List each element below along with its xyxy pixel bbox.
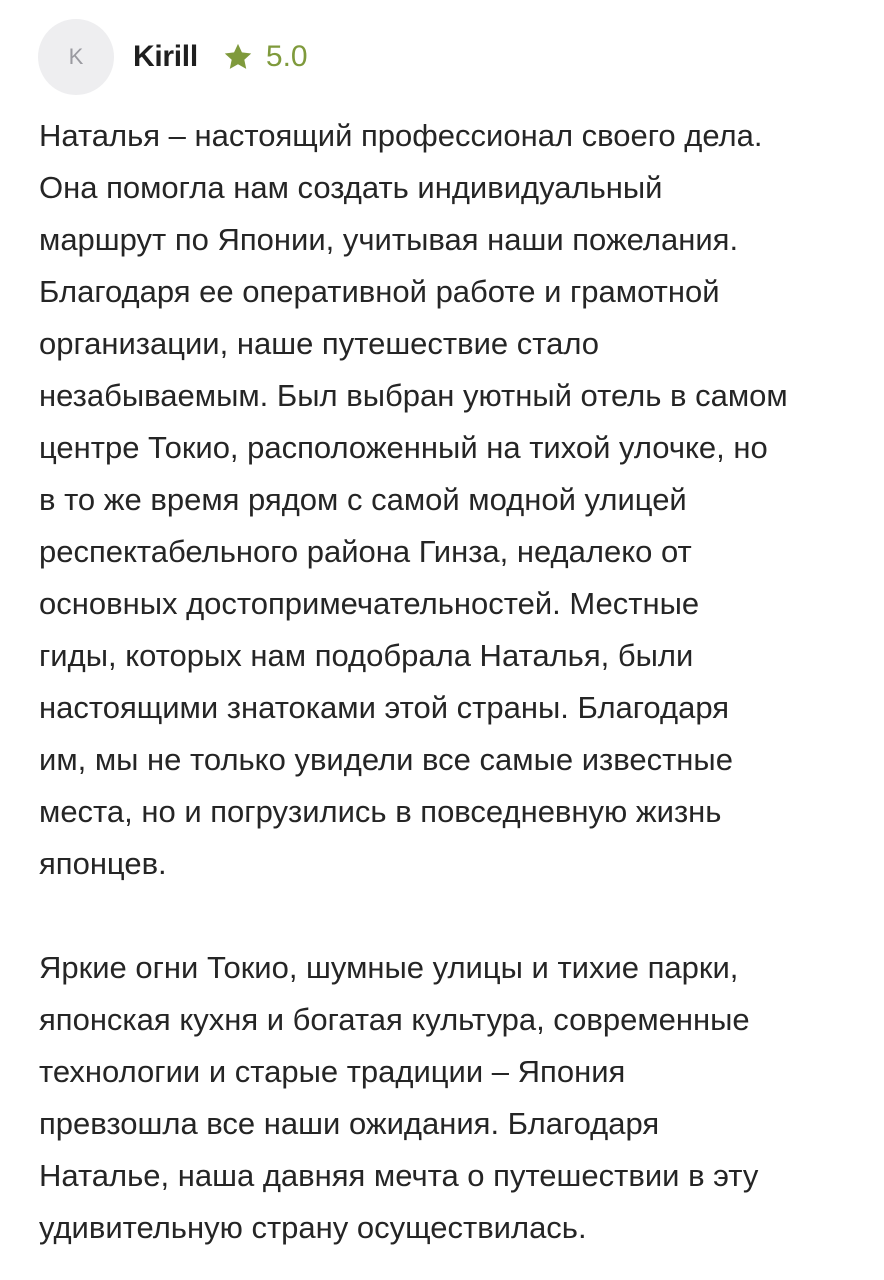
review-text-line: основных достопримечательностей. Местные (39, 586, 700, 621)
review-text-line: превзошла все наши ожидания. Благодаря (39, 1106, 660, 1141)
review-paragraph (39, 942, 874, 1254)
rating-value: 5.0 (265, 40, 308, 73)
review-text-line: гиды, которых нам подобрала Наталья, были (39, 638, 694, 673)
author-name[interactable]: Kirill (133, 40, 198, 73)
review-text-line: Яркие огни Токио, шумные улицы и тихие парки, (39, 950, 739, 985)
review-text-line: места, но и погрузились в повседневную жизнь (39, 794, 722, 829)
review-text-line: Благодаря ее оперативной работе и грамотной (39, 274, 720, 309)
review-text-line: японцев. (39, 846, 167, 881)
review-text-line: технологии и старые традиции – Япония (39, 1054, 626, 1089)
review-text-line: настоящими знатоками этой страны. Благодаря (39, 690, 729, 725)
review-text-line: Она помогла нам создать индивидуальный (39, 170, 663, 205)
review-text-line: маршрут по Японии, учитывая наши пожелания. (39, 222, 739, 257)
review-text (39, 110, 874, 1254)
review-text-line: им, мы не только увидели все самые известные (39, 742, 733, 777)
rating (222, 40, 308, 74)
review-text-line: незабываемым. Был выбран уютный отель в самом (39, 378, 788, 413)
review-text-line: удивительную страну осуществилась. (39, 1210, 587, 1245)
star-icon (222, 41, 254, 73)
review-text-line: Наталья – настоящий профессионал своего дела. (39, 118, 763, 153)
review-text-line: в то же время рядом с самой модной улицей (39, 482, 687, 517)
review-text-line: японская кухня и богатая культура, современные (39, 1002, 750, 1037)
review-text-line: Наталье, наша давняя мечта о путешествии в эту (39, 1158, 759, 1193)
review-text-line: центре Токио, расположенный на тихой улочке, но (39, 430, 768, 465)
review-paragraph (39, 110, 874, 890)
review-header (38, 19, 308, 95)
review-text-line: организации, наше путешествие стало (39, 326, 600, 361)
review-text-line: респектабельного района Гинза, недалеко от (39, 534, 692, 569)
avatar[interactable]: K (38, 19, 114, 95)
